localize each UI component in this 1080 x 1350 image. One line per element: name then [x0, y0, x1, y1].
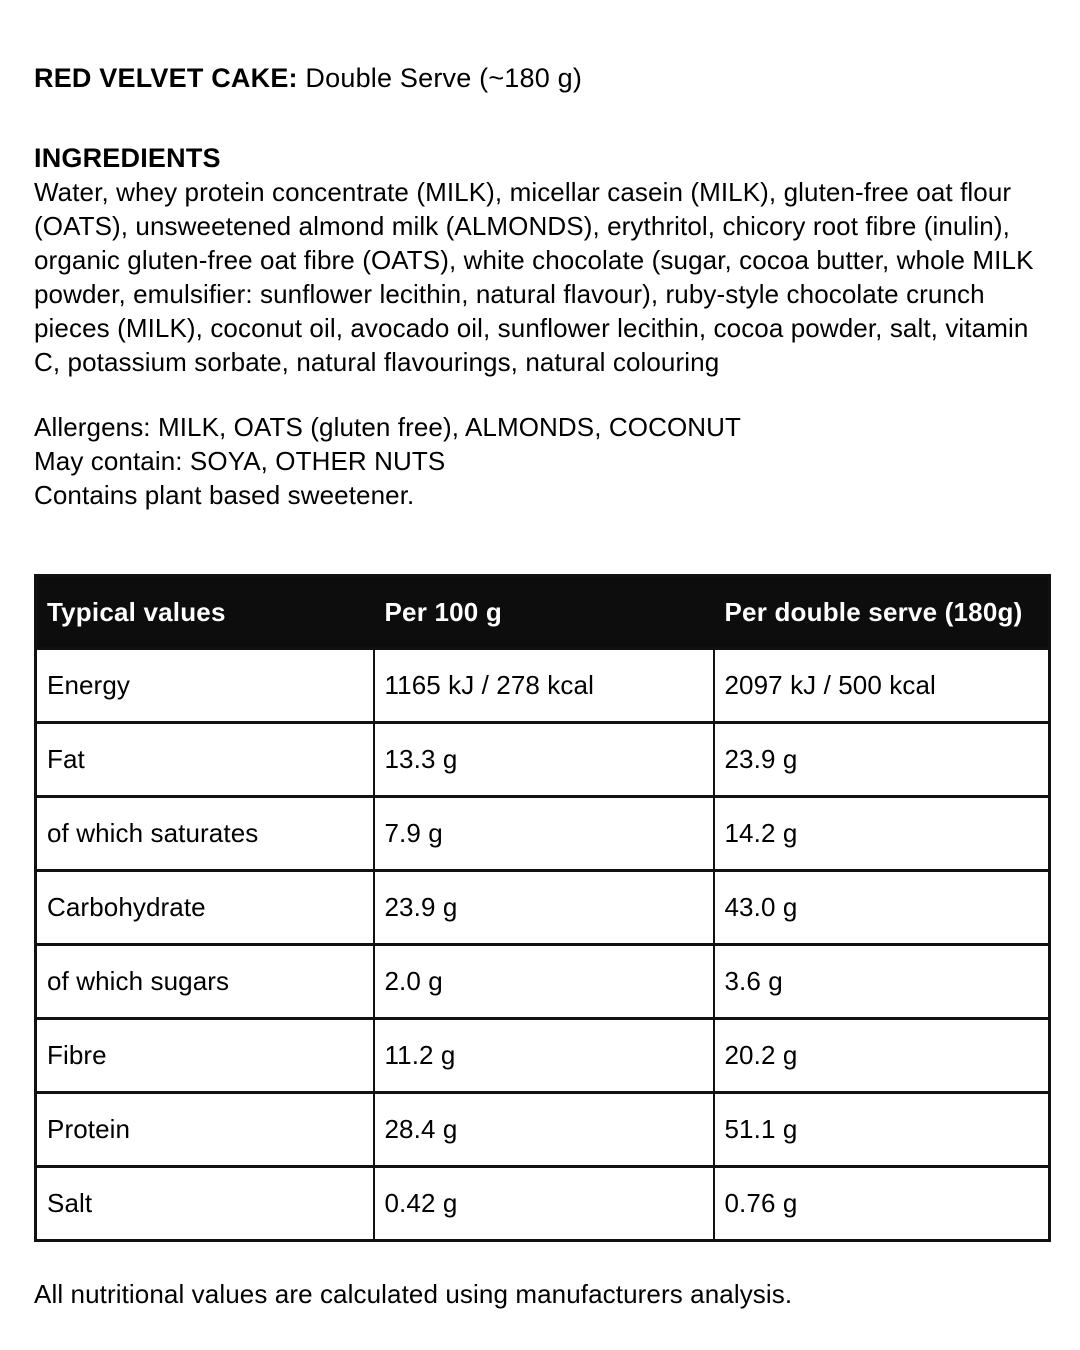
- per-100g-cell: 13.3 g: [374, 723, 714, 797]
- per-serve-cell: 2097 kJ / 500 kcal: [714, 649, 1050, 723]
- table-row: [36, 1167, 1050, 1241]
- may-contain-line: May contain: SOYA, OTHER NUTS: [34, 446, 446, 476]
- nutrition-table-header: [36, 576, 1050, 649]
- table-row: [36, 649, 1050, 723]
- nutrient-name-cell: Energy: [36, 649, 374, 723]
- table-row: [36, 1019, 1050, 1093]
- table-row: [36, 945, 1050, 1019]
- nutrient-name-cell: Protein: [36, 1093, 374, 1167]
- header-row: [36, 576, 1050, 649]
- table-row: [36, 797, 1050, 871]
- typical-values-header: Typical values: [36, 576, 374, 649]
- nutrition-table: [34, 574, 1051, 1242]
- ingredients-heading: INGREDIENTS: [34, 143, 221, 173]
- per-serve-cell: 23.9 g: [714, 723, 1050, 797]
- per-serve-cell: 14.2 g: [714, 797, 1050, 871]
- per-serve-cell: 20.2 g: [714, 1019, 1050, 1093]
- product-name: RED VELVET CAKE:: [34, 63, 298, 93]
- nutrient-name-cell: Fibre: [36, 1019, 374, 1093]
- sweetener-line: Contains plant based sweetener.: [34, 480, 415, 510]
- nutrition-table-body: [36, 649, 1050, 1241]
- table-row: [36, 723, 1050, 797]
- table-row: [36, 871, 1050, 945]
- nutrient-name-cell: Carbohydrate: [36, 871, 374, 945]
- per-100g-cell: 7.9 g: [374, 797, 714, 871]
- per-serve-cell: 43.0 g: [714, 871, 1050, 945]
- nutrient-name-cell: Salt: [36, 1167, 374, 1241]
- nutrient-name-cell: of which sugars: [36, 945, 374, 1019]
- serving-size-text: Double Serve (~180 g): [297, 63, 583, 93]
- allergens-block: [34, 410, 1050, 512]
- per-100g-cell: 23.9 g: [374, 871, 714, 945]
- per-100g-header: Per 100 g: [374, 576, 714, 649]
- per-100g-cell: 2.0 g: [374, 945, 714, 1019]
- per-100g-cell: 1165 kJ / 278 kcal: [374, 649, 714, 723]
- disclaimer-note: All nutritional values are calculated using manufacturers analysis.: [34, 1279, 793, 1309]
- nutrient-name-cell: Fat: [36, 723, 374, 797]
- per-serve-cell: 0.76 g: [714, 1167, 1050, 1241]
- per-serve-cell: 3.6 g: [714, 945, 1050, 1019]
- per-100g-cell: 0.42 g: [374, 1167, 714, 1241]
- per-double-serve-header: Per double serve (180g): [714, 576, 1050, 649]
- table-row: [36, 1093, 1050, 1167]
- nutrient-name-cell: of which saturates: [36, 797, 374, 871]
- per-100g-cell: 11.2 g: [374, 1019, 714, 1093]
- allergens-line: Allergens: MILK, OATS (gluten free), ALMONDS, COCONUT: [34, 412, 742, 442]
- ingredients-text: Water, whey protein concentrate (MILK), micellar casein (MILK), gluten-free oat flour (OATS), unsweetened almond milk (ALMONDS), erythritol, chicory root fibre (inulin), organic gluten-free oat fibre (OATS), white chocolate (sugar, cocoa butter, whole MILK powder, emulsifier: sunflower lecithin, natural flavour), ruby-style chocolate crunch pieces (MILK), coconut oil, avocado oil, sunflower lecithin, cocoa powder, salt, vitamin C, potassium sorbate, natural flavourings, natural colouring: [34, 177, 1034, 377]
- product-title: [34, 61, 1050, 95]
- per-100g-cell: 28.4 g: [374, 1093, 714, 1167]
- per-serve-cell: 51.1 g: [714, 1093, 1050, 1167]
